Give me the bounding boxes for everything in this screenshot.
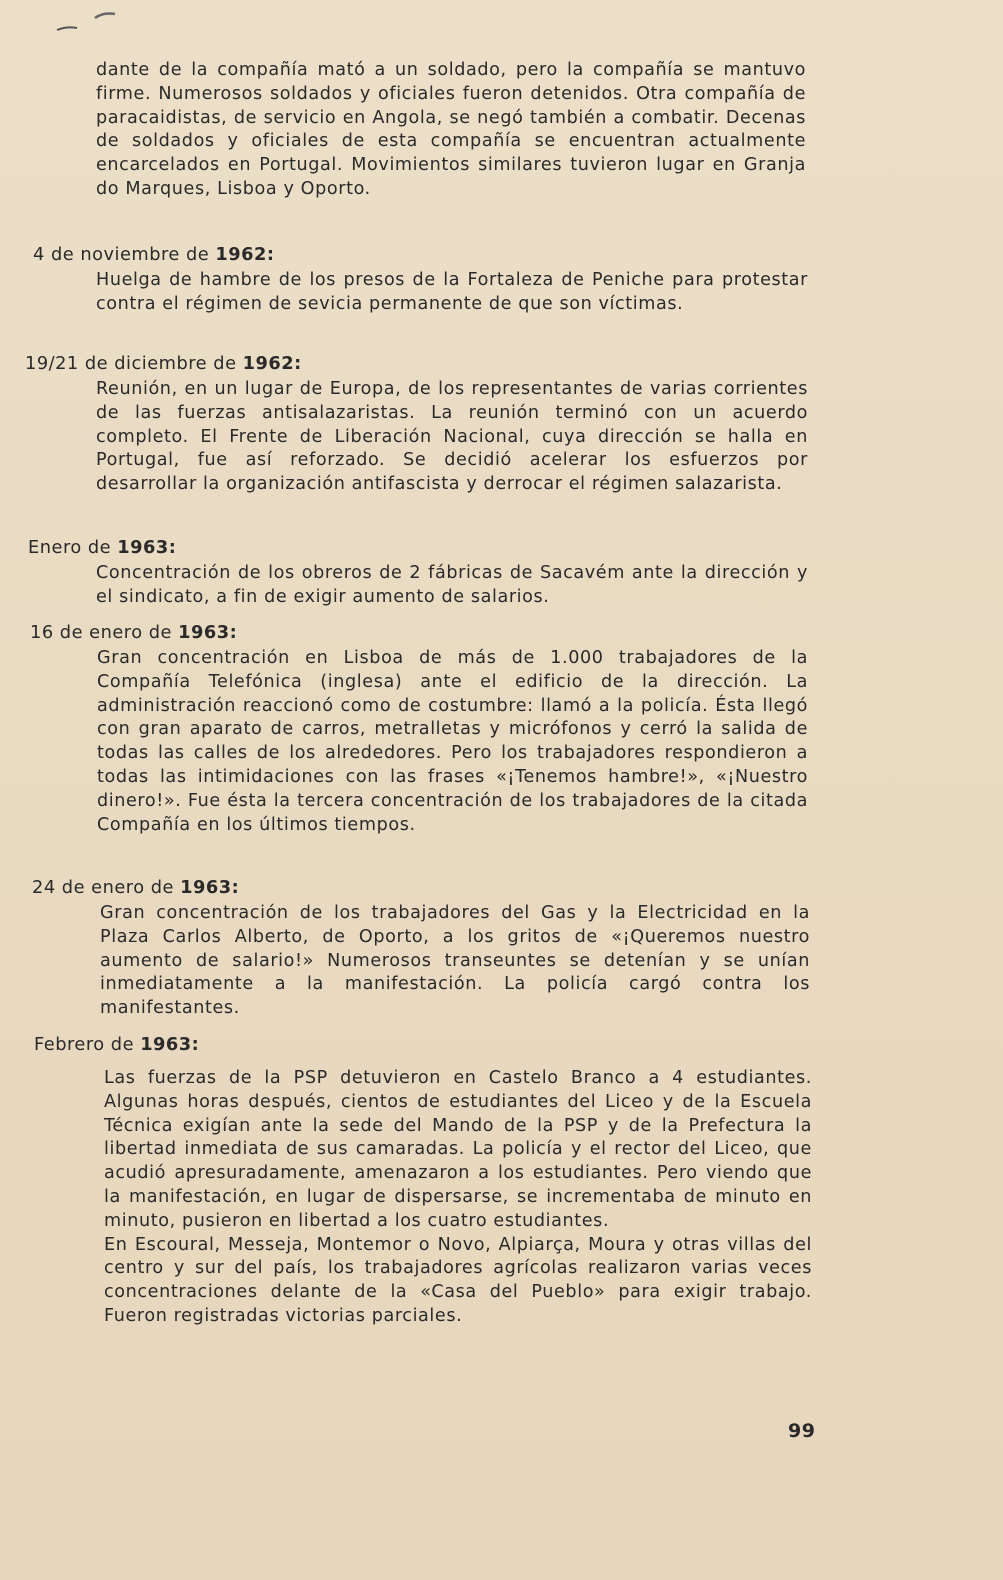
entry-date-heading <box>25 352 808 376</box>
entry-date-heading <box>30 621 808 645</box>
entry-date-prefix: 16 de enero de <box>30 622 172 643</box>
entry-date-prefix: 24 de enero de <box>32 877 174 898</box>
entry-paragraph: Gran concentración de los trabajadores del Gas y la Electricidad en la Plaza Carlos Alberto, de Oporto, a los gritos de «¡Queremos nuestro aumento de salario!» Numerosos transeuntes se detenían y se unían inmediatamente a la manifestación. La policía cargó contra los manifestantes. <box>100 903 810 1019</box>
entry-paragraph: Reunión, en un lugar de Europa, de los representantes de varias corrientes de las fuerzas antisalazaristas. La reunión terminó con un acuerdo completo. El Frente de Liberación Nacional, cuya dirección se halla en Portugal, fue así reforzado. Se decidió acelerar los esfuerzos por desarrollar la organización antifascista y derrocar el régimen salazarista. <box>96 379 808 495</box>
entry-paragraph: Concentración de los obreros de 2 fábricas de Sacavém ante la dirección y el sindicato, a fin de exigir aumento de salarios. <box>96 563 808 607</box>
entry-date-prefix: 4 de noviembre de <box>33 244 210 265</box>
entry-1963-01-24 <box>32 876 810 1021</box>
entry-date-prefix: Febrero de <box>34 1034 135 1055</box>
entry-body <box>100 902 810 1021</box>
page-number: 99 <box>788 1420 816 1442</box>
entry-1962-11-04 <box>33 243 808 317</box>
entry-date-prefix: 19/21 de diciembre de <box>25 353 237 374</box>
entry-paragraph: Huelga de hambre de los presos de la Fortaleza de Peniche para protestar contra el régimen de sevicia permanente de que son víctimas. <box>96 270 808 314</box>
entry-1963-01 <box>28 536 808 610</box>
entry-body <box>97 647 808 837</box>
entry-paragraph: Gran concentración en Lisboa de más de 1.000 trabajadores de la Compañía Telefónica (inglesa) ante el edificio de la dirección. La administración reaccionó como de costumbre: llamó a la policía. Ésta llegó con gran aparato de carros, metralletas y micrófonos y cerró la salida de todas las calles de los alrededores. Pero los trabajadores respondieron a todas las intimidaciones con las frases «¡Tenemos hambre!», «¡Nuestro dinero!». Fue ésta la tercera concentración de los trabajadores de la citada Compañía en los últimos tiempos. <box>97 648 808 835</box>
ink-smudge-mark <box>55 8 125 38</box>
entry-date-heading <box>32 876 810 900</box>
entry-paragraph: En Escoural, Messeja, Montemor o Novo, Alpiarça, Moura y otras villas del centro y sur del país, los trabajadores agrícolas realizaron varias veces concentraciones delante de la «Casa del Pueblo» para exigir trabajo. Fueron registradas victorias parciales. <box>104 1234 812 1326</box>
entry-date-heading <box>34 1033 812 1057</box>
entry-date-year: 1963: <box>178 622 238 643</box>
intro-paragraph: dante de la compañía mató a un soldado, pero la compañía se mantuvo firme. Numerosos soldados y oficiales fueron detenidos. Otra compañía de paracaidistas, de servicio en Angola, se negó también a combatir. Decenas de soldados y oficiales de esta compañía se encuentran actualmente encarcelados en Portugal. Movimientos similares tuvieron lugar en Granja do Marques, Lisboa y Oporto. <box>96 60 806 199</box>
entry-body <box>104 1067 812 1329</box>
entry-body <box>96 562 808 610</box>
entry-date-year: 1962: <box>242 353 302 374</box>
entry-date-year: 1963: <box>140 1034 200 1055</box>
entry-date-heading <box>28 536 808 560</box>
entry-date-heading <box>33 243 808 267</box>
entry-date-year: 1963: <box>180 877 240 898</box>
entry-1963-02 <box>34 1033 812 1329</box>
entry-1963-01-16 <box>30 621 808 837</box>
entry-date-year: 1963: <box>117 537 177 558</box>
entry-date-year: 1962: <box>215 244 275 265</box>
entry-date-prefix: Enero de <box>28 537 112 558</box>
entry-paragraph: Las fuerzas de la PSP detuvieron en Castelo Branco a 4 estudiantes. Algunas horas después, cientos de estudiantes del Liceo y de la Escuela Técnica exigían ante la sede del Mando de la PSP y de la Prefectura la libertad inmediata de sus camaradas. La policía y el rector del Liceo, que acudió apresuradamente, amenazaron a los estudiantes. Pero viendo que la manifestación, en lugar de dispersarse, se incrementaba de minuto en minuto, pusieron en libertad a los cuatro estudiantes. <box>104 1068 812 1231</box>
entry-body <box>96 269 808 317</box>
entry-1962-12-19-21 <box>25 352 808 497</box>
entry-body <box>96 378 808 497</box>
